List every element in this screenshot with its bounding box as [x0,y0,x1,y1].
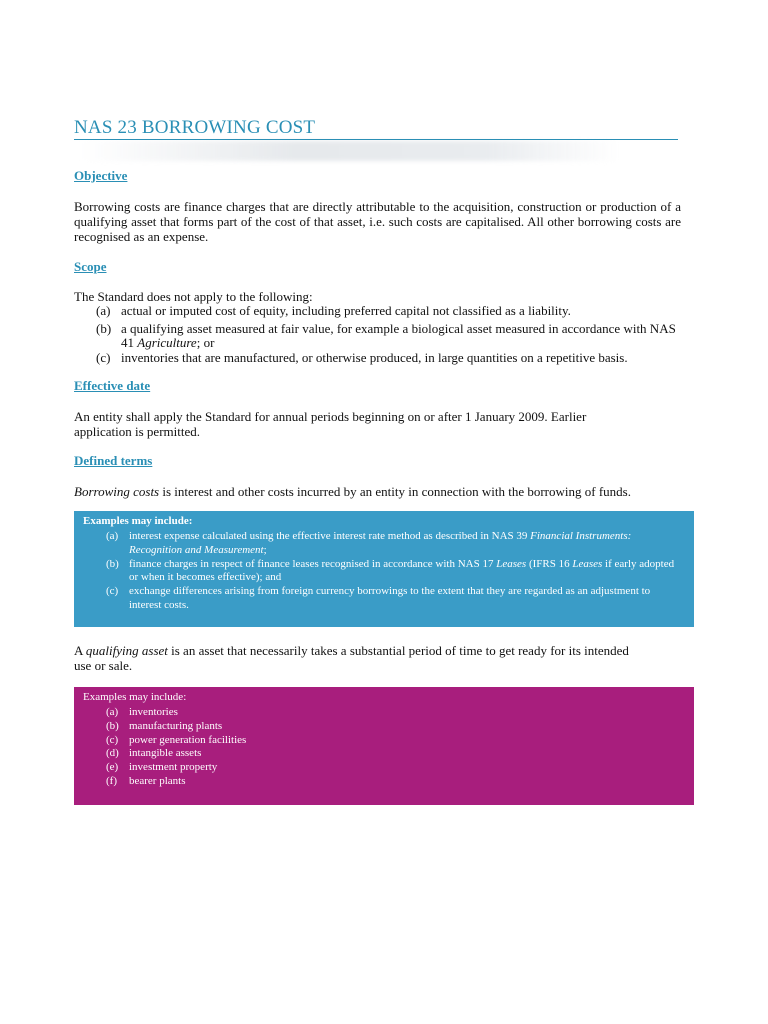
effective-date-heading: Effective date [74,378,151,393]
list-item-text: actual or imputed cost of equity, including preferred capital not classified as a liability. [121,303,571,318]
scope-list [96,304,681,365]
list-item-text: inventories that are manufactured, or otherwise produced, in large quantities on a repetitive basis. [121,349,628,365]
defined-terms-heading: Defined terms [74,453,153,468]
list-item-text [121,322,681,351]
scope-intro: The Standard does not apply to the following: [74,289,313,304]
title-underline-shadow [80,141,620,161]
text-run: (IFRS 16 [526,557,573,570]
list-item [106,558,676,586]
list-item-label: (b) [106,719,119,732]
list-item-text: exchange differences arising from foreign currency borrowings to the extent that they are regarded as an adjustment to interest costs. [129,585,651,611]
box-heading: Examples may include: [83,515,193,527]
italic-term: Agriculture [137,335,197,351]
italic-term: qualifying asset [85,643,168,658]
effective-date-paragraph: An entity shall apply the Standard for annual periods beginning on or after 1 January 2009. Earlier application is permitted. [74,409,587,439]
list-item [106,530,676,558]
list-item [106,585,676,613]
list-item [96,304,681,319]
scope-heading: Scope [74,259,107,274]
text-run: finance charges in respect of finance leases recognised in accordance with NAS 17 [129,557,497,570]
text-run: ; or [196,335,215,351]
list-item-label: (c) [106,733,119,746]
list-item [96,322,681,351]
list-item-text: inventories [129,706,178,718]
text-run: is interest and other costs incurred by an entity in connection with the borrowing of funds. [159,484,631,499]
list-item [106,747,676,761]
list-item-text: intangible assets [129,747,202,760]
objective-heading: Objective [74,168,128,183]
list-item-text: power generation facilities [129,733,247,746]
list-item-text: investment property [129,761,218,774]
list-item [106,761,676,775]
list-item-text: manufacturing plants [129,719,223,732]
italic-term: Financial Instruments: Recognition and Measurement [129,530,632,556]
text-run: if early adopted or when it becomes effective); and [129,557,675,584]
objective-paragraph: Borrowing costs are finance charges that are directly attributable to the acquisition, construction or production of a qualifying asset that forms part of the cost of that asset, i.e. such costs are capitalised. All other borrowing costs are recognised as an expense. [74,199,681,244]
list-item-label: (d) [106,747,119,760]
page-title: NAS 23 BORROWING COST [74,117,678,140]
borrowing-costs-definition [74,484,681,499]
text-run: a qualifying asset measured at fair value, for example a biological asset measured in accordance with NAS 41 [121,320,676,351]
list-item [106,706,676,720]
text-run: is an asset that necessarily takes a substantial period of time to get ready for its intended use or sale. [74,643,629,673]
examples-box-borrowing-costs [74,511,694,627]
list-item-label: (a) [106,706,119,718]
italic-term: Leases [496,557,527,570]
list-item [106,720,676,734]
list-item-label: (b) [96,320,112,336]
qualifying-asset-definition [74,643,634,673]
text-run: interest expense calculated using the effective interest rate method as described in NAS 39 [129,530,531,542]
list-item-label: (b) [106,557,119,570]
text-run: A [74,643,86,658]
list-item-text: bearer plants [129,774,186,787]
list-item-label: (e) [106,761,119,774]
list-item [106,734,676,748]
list-item-label: (a) [106,530,119,542]
list-item-text [129,558,676,586]
list-item-text [129,530,676,558]
box-list [106,530,676,613]
list-item-label: (c) [96,349,111,365]
list-item [96,351,681,366]
list-item-label: (f) [106,774,117,787]
italic-term: Leases [572,557,603,570]
text-run: ; [263,543,267,556]
list-item-label: (a) [96,303,111,318]
box-list [106,706,676,789]
examples-box-qualifying-assets [74,687,694,805]
italic-term: Borrowing costs [74,484,160,499]
box-heading: Examples may include: [83,691,187,703]
list-item [106,775,676,789]
list-item-label: (c) [106,585,119,598]
